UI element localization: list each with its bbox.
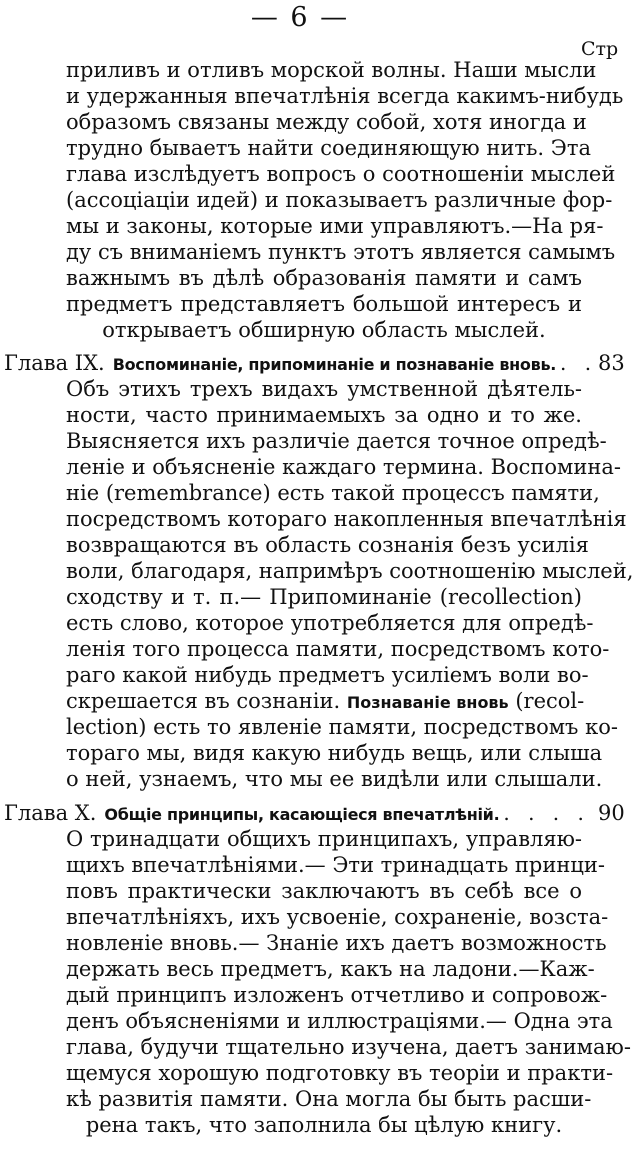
text-line: ду съ вниманіемъ пунктъ этотъ является самымъ xyxy=(66,240,616,264)
text-line: ности, часто принимаемыхъ за одно и то же. xyxy=(66,403,582,427)
text-line: воли, благодаря, напримѣръ соотношенію мыслей, xyxy=(66,559,633,583)
chapter-label: Глава IX. xyxy=(4,351,105,375)
chapter-page-number: 83 xyxy=(598,351,625,375)
text-line: lection) есть то явленіе памяти, посредствомъ ко- xyxy=(66,715,618,739)
text-line: приливъ и отливъ морской волны. Наши мысли xyxy=(66,58,597,82)
chapter-label: Глава X. xyxy=(4,801,97,825)
text-line: предметъ представляетъ большой интересъ и xyxy=(66,292,582,316)
text-line: трудно бываетъ найти соединяющую нить. Эта xyxy=(66,136,591,160)
chapter-title: Воспоминаніе, припоминаніе и познаваніе вновь. xyxy=(112,355,557,374)
chapter-title: Общіе принципы, касающіеся впечатлѣній. xyxy=(104,805,500,824)
text-line: есть слово, которое употребляется для опредѣ- xyxy=(66,611,594,635)
dot-leader: . . . . xyxy=(503,801,590,825)
text-line: раго какой нибудь предметъ усиліемъ воли во- xyxy=(66,663,589,687)
text-line: Выясняется ихъ различіе дается точное опредѣ- xyxy=(66,429,607,453)
text-line: сходству и т. п.— Припоминаніе (recollection) xyxy=(66,585,582,609)
text-line: впечатлѣніяхъ, ихъ усвоеніе, сохраненіе, возста- xyxy=(66,905,609,929)
text-line: возвращаются въ область сознанія безъ усилія xyxy=(66,533,589,557)
text-line: держать весь предметъ, какъ на ладони.—Каж- xyxy=(66,957,595,981)
column-header-pages: Стр xyxy=(581,38,619,60)
text-line: повъ практически заключаютъ въ себѣ все о xyxy=(66,879,582,903)
text-line: Объ этихъ трехъ видахъ умственной дѣятель- xyxy=(66,377,582,401)
text-line: денъ объясненіями и иллюстраціями.— Одна эта xyxy=(66,1009,613,1033)
text-line: о ней, узнаемъ, что мы ее видѣли или слышали. xyxy=(66,767,603,791)
text-line: (ассоціаціи идей) и показываетъ различные фор- xyxy=(66,188,613,212)
text-line: кѣ развитія памяти. Она могла бы быть расши- xyxy=(66,1087,592,1111)
text-line: и удержанныя впечатлѣнія всегда какимъ-нибудь xyxy=(66,84,624,108)
dot-leader: . . xyxy=(560,351,598,375)
text-line: ніе (remembrance) есть такой процессъ памяти, xyxy=(66,481,600,505)
text-line: О тринадцати общихъ принципахъ, управляю- xyxy=(66,827,582,851)
text-line: образомъ связаны между собой, хотя иногда и xyxy=(66,110,587,134)
text-segment: (recol- xyxy=(515,689,585,713)
text-line: новленіе вновь.— Знаніе ихъ даетъ возможность xyxy=(66,931,607,955)
chapter-page-number: 90 xyxy=(598,801,625,825)
text-segment: скрешается въ сознаніи. xyxy=(66,689,341,713)
text-line: рена такъ, что заполнила бы цѣлую книгу. xyxy=(85,1113,563,1137)
text-line: ленія того процесса памяти, посредствомъ кото- xyxy=(66,637,610,661)
page-number: — 6 — xyxy=(250,2,350,33)
text-line: глава изслѣдуетъ вопросъ о соотношеніи мыслей xyxy=(66,162,616,186)
text-line: леніе и объясненіе каждаго термина. Воспомина- xyxy=(66,455,621,479)
text-line: посредствомъ котораго накопленныя впечатлѣнія xyxy=(66,507,627,531)
text-line: важнымъ въ дѣлѣ образованія памяти и самъ xyxy=(66,266,582,290)
text-line: дый принципъ изложенъ отчетливо и сопровож- xyxy=(66,983,608,1007)
text-line: щихъ впечатлѣніями.— Эти тринадцать принци- xyxy=(66,853,605,877)
term-bold: Познаваніе вновь xyxy=(346,693,509,712)
text-line: тораго мы, видя какую нибудь вещь, или слыша xyxy=(66,741,603,765)
text-line: мы и законы, которые ими управляютъ.—На ря- xyxy=(66,214,604,238)
text-line: щемуся хорошую подготовку въ теоріи и практи- xyxy=(66,1061,614,1085)
text-line: открываетъ обширную область мыслей. xyxy=(102,318,546,342)
text-line: глава, будучи тщательно изучена, даетъ занимаю- xyxy=(66,1035,631,1059)
